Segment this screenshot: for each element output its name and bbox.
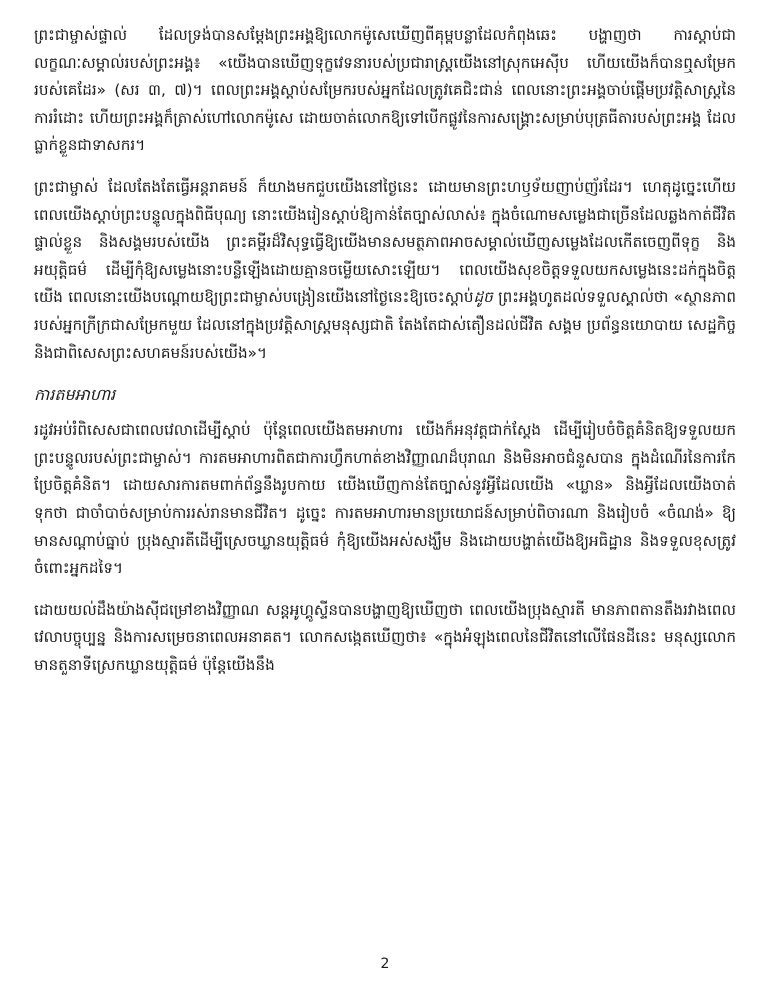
- paragraph-augustine: ដោយយល់ដឹងយ៉ាងស៊ីជម្រៅខាងវិញ្ញាណ សន្តអូហ្គូស្ទីនបានបង្ហាញឱ្យឃើញថា ពេលយើងប្រុងស្មារតី មានភាពតានតឹងរវាងពេលវេលាបច្ចុប្បន្ន និងការសម្រេចនាពេលអនាគត។ លោកសង្កេតឃើញថា៖ «ក្នុងអំឡុងពេលនៃជីវិតនៅលើផែនដីនេះ មនុស្សលោកមានតួនាទីស្រេកឃ្លានយុត្តិធម៌ ប៉ុន្តែយើងនឹង: [34, 600, 736, 674]
- page-number: 2: [380, 956, 390, 972]
- paragraph-burning-bush: ព្រះជាម្ចាស់ផ្ទាល់ ដែលទ្រង់បានសម្ដែងព្រះអង្គឱ្យលោកម៉ូសេឃើញពីគុម្ពបន្លាដែលកំពុងឆេះ បង្ហាញថា ការស្ដាប់ជាលក្ខណៈសម្គាល់របស់ព្រះអង្គ៖ «យើងបានឃើញទុក្ខវេទនារបស់ប្រជារាស្ដ្រយើងនៅស្រុកអេស៊ីប ហើយយើងក៏បានឮសម្រែករបស់គេដែរ» (សរ ៣, ៧)។ ពេលព្រះអង្គស្ដាប់សម្រែករបស់អ្នកដែលត្រូវគេជិះជាន់ ពេលនោះព្រះអង្គចាប់ផ្ដើមប្រវត្តិសាស្ដ្រនៃការរំដោះ ហើយព្រះអង្គក៏ត្រាស់ហៅលោកម៉ូសេ ដោយចាត់លោកឱ្យទៅបើកផ្លូវនៃការសង្គ្រោះសម្រាប់បុត្រធីតារបស់ព្រះអង្គ ដែលធ្លាក់ខ្លួនជាទាសករ។: [34, 26, 736, 155]
- paragraph-fasting: រដូវអប់រំពិសេសជាពេលវេលាដើម្បីស្ដាប់ ប៉ុន្តែពេលយើងតមអាហារ យើងក៏អនុវត្តជាក់ស្ដែង ដើម្បីរៀបចំចិត្តគំនិតឱ្យទទួលយកព្រះបន្ទូលរបស់ព្រះជាម្ចាស់។ ការតមអាហារពិតជាការហ្វឹកហាត់ខាងវិញ្ញាណដ៏បុរាណ និងមិនអាចជំនួសបាន ក្នុងដំណើរនៃការកែប្រែចិត្តគំនិត។ ដោយសារការតមពាក់ព័ន្ធនឹងរូបកាយ យើងឃើញកាន់តែច្បាស់នូវអ្វីដែលយើង «ឃ្លាន» និងអ្វីដែលយើងចាត់ទុកថា ជាចាំបាច់សម្រាប់ការរស់រានមានជីវិត។ ដូច្នេះ ការតមអាហារមានប្រយោជន៍សម្រាប់ពិចារណា និងរៀបចំ «ចំណង់» ឱ្យមានសណ្ដាប់ធ្នាប់ ប្រុងស្មារតីដើម្បីស្រេចឃ្លានយុត្តិធម៌ កុំឱ្យយើងអស់សង្ឃឹម និងដោយបង្ហាត់យើងឱ្យអធិដ្ឋាន និងទទួលខុសត្រូវចំពោះអ្នកដទៃ។: [34, 421, 736, 578]
- section-heading-fasting: ការតមអាហារ: [34, 385, 116, 405]
- paragraph-text-after-emphasis: ព្រះអង្គហូតដល់ទទួលស្គាល់ថា «ស្ថានភាពរបស់អ្នកក្រីក្រជាសម្រែកមួយ ដែលនៅក្នុងប្រវត្តិសាស្ដ្រមនុស្សជាតិ តែងតែជាស់តឿនដល់ជីវិត សង្គម ប្រព័ន្ធនយោបាយ សេដ្ឋកិច្ច និងជាពិសេសព្រះសហគមន៍របស់យើង»។: [34, 288, 736, 362]
- paragraph-god-intervenes: [34, 174, 736, 367]
- document-page: [34, 22, 736, 693]
- emphasized-word: ដូច: [473, 288, 493, 307]
- paragraph-text-before-emphasis: ព្រះជាម្ចាស់ ដែលតែងតែធ្វើអន្តរាគមន៍ ក៏យាងមកជួបយើងនៅថ្ងៃនេះ ដោយមានព្រះហឫទ័យញាប់ញ័រដែរ។ ហេតុដូច្នេះហើយ ពេលយើងស្ដាប់ព្រះបន្ទូលក្នុងពិធីបុណ្យ នោះយើងរៀនស្ដាប់ឱ្យកាន់តែច្បាស់លាស់៖ ក្នុងចំណោមសម្លេងជាច្រើនដែលឆ្លងកាត់ជីវិតផ្ទាល់ខ្លួន និងសង្គមរបស់យើង ព្រះគម្ពីរដ៏វិសុទ្ធធ្វើឱ្យយើងមានសមត្ថភាពអាចសម្គាល់ឃើញសម្លេងដែលកើតចេញពីទុក្ខ និងអយុត្តិធម៌ ដើម្បីកុំឱ្យសម្លេងនោះបន្លឺឡើងដោយគ្មានចម្លើយសោះឡើយ។ ពេលយើងសុខចិត្តទទួលយកសម្លេងនេះដក់ក្នុងចិត្តយើង ពេលនោះយើងបណ្ដោយឱ្យព្រះជាម្ចាស់បង្រៀនយើងនៅថ្ងៃនេះឱ្យចេះស្ដាប់: [34, 177, 736, 307]
